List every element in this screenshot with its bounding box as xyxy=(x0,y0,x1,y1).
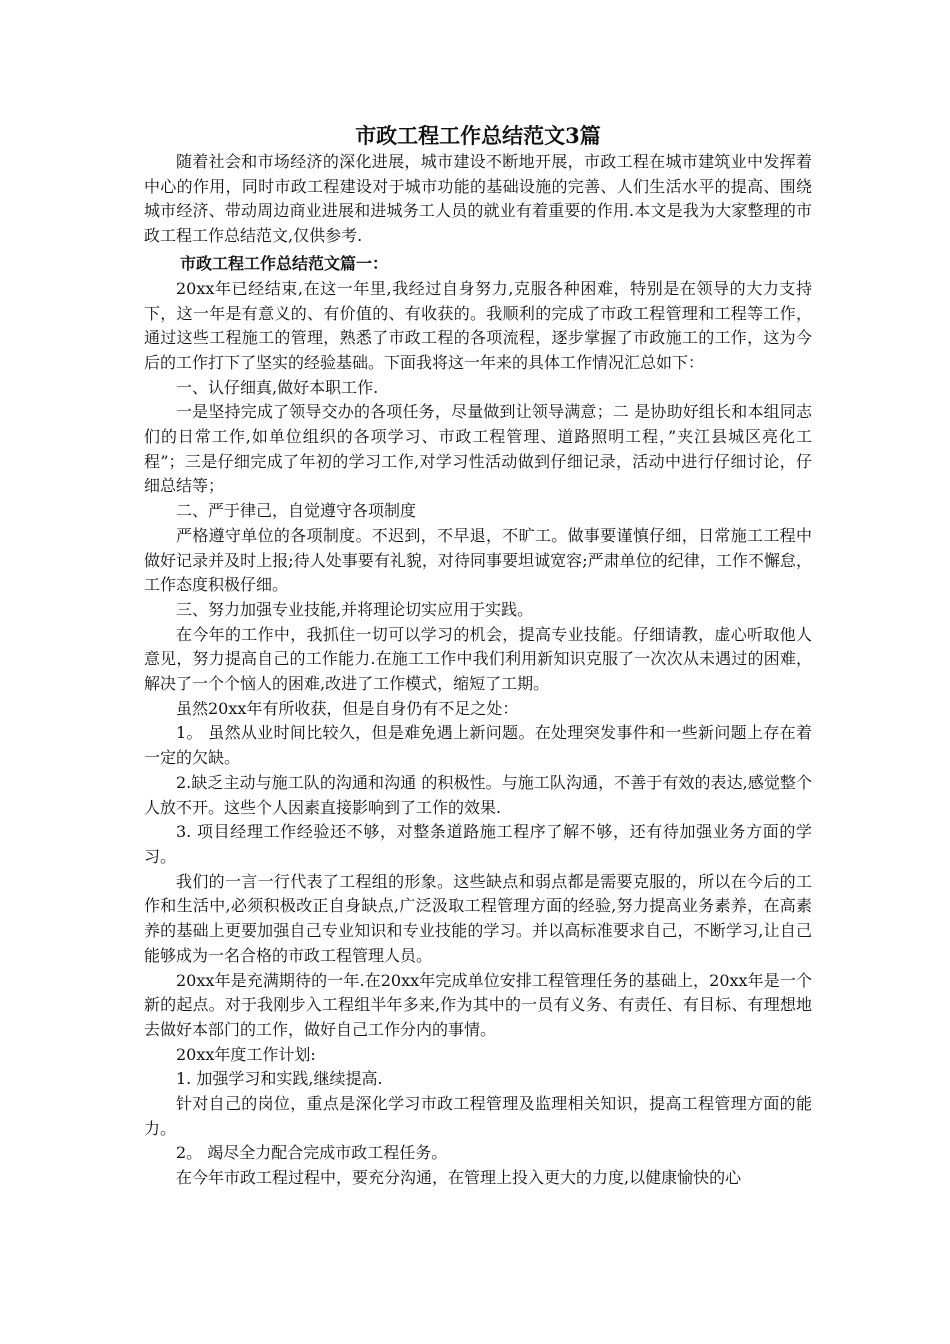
body-paragraph: 一是坚持完成了领导交办的各项任务，尽量做到让领导满意；二 是协助好组长和本组同志们的日常工作,如单位组织的各项学习、市政工程管理、道路照明工程，”夹江县城区亮化工程”；三是仔细完成了年初的学习工作,对学习性活动做到仔细记录，活动中进行仔细讨论，仔细总结等； xyxy=(144,402,812,496)
intro-paragraph: 随着社会和市场经济的深化进展，城市建设不断地开展，市政工程在城市建筑业中发挥着中心的作用，同时市政工程建设对于城市功能的基础设施的完善、人们生活水平的提高、围绕城市经济、带动周边商业进展和进城务工人员的就业有着重要的作用.本文是我为大家整理的市政工程工作总结范文,仅供参考. xyxy=(144,152,812,246)
body-paragraph: 20xx年是充满期待的一年.在20xx年完成单位安排工程管理任务的基础上，20xx年是一个新的起点。对于我刚步入工程组半年多来,作为其中的一员有义务、有责任、有目标、有理想地去做好本部门的工作，做好自己工作分内的事情。 xyxy=(144,970,812,1039)
body-paragraph: 针对自己的岗位，重点是深化学习市政工程管理及监理相关知识，提高工程管理方面的能力。 xyxy=(144,1094,812,1138)
section-heading: 市政工程工作总结范文篇一： xyxy=(180,253,389,273)
list-item: 2。 竭尽全力配合完成市政工程任务。 xyxy=(176,1143,448,1163)
document-page xyxy=(144,122,812,1191)
list-item: 2.缺乏主动与施工队的沟通和沟通 的积极性。与施工队沟通，不善于有效的表达,感觉整个人放不开。这些个人因素直接影响到了工作的效果. xyxy=(144,772,812,817)
body-paragraph: 虽然20xx年有所收获，但是自身仍有不足之处： xyxy=(176,698,519,718)
list-item: 3. 项目经理工作经验还不够，对整条道路施工程序了解不够，还有待加强业务方面的学习。 xyxy=(144,822,812,866)
body-paragraph: 在今年市政工程过程中，要充分沟通，在管理上投入更大的力度,以健康愉快的心 xyxy=(176,1168,742,1188)
body-paragraph: 在今年的工作中，我抓住一切可以学习的机会，提高专业技能。仔细请教，虚心听取他人意见，努力提高自己的工作能力.在施工工作中我们利用新知识克服了一次次从未遇过的困难，解决了一个个恼人的困难,改进了工作模式，缩短了工期。 xyxy=(144,624,812,694)
body-paragraph: 严格遵守单位的各项制度。不迟到，不早退，不旷工。做事要谨慎仔细，日常施工工程中做好记录并及时上报;待人处事要有礼貌，对待同事要坦诚宽容;严肃单位的纪律，工作不懈怠，工作态度积极仔细。 xyxy=(144,525,812,595)
subheading-paragraph: 一、认仔细真,做好本职工作. xyxy=(176,377,379,397)
body-paragraph: 我们的一言一行代表了工程组的形象。这些缺点和弱点都是需要克服的，所以在今后的工作和生活中,必须积极改正自身缺点,广泛汲取工程管理方面的经验,努力提高业务素养，在高素养的基础上更要加强自己专业知识和专业技能的学习。并以高标准要求自己，不断学习,让自己能够成为一名合格的市政工程管理人员。 xyxy=(144,871,812,965)
subheading-paragraph: 三、努力加强专业技能,并将理论切实应用于实践。 xyxy=(176,599,534,619)
plan-heading: 20xx年度工作计划: xyxy=(176,1044,316,1064)
subheading-paragraph: 二、严于律己，自觉遵守各项制度 xyxy=(176,501,417,521)
body-paragraph: 20xx年已经结束,在这一年里,我经过自身努力,克服各种困难，特别是在领导的大力支持下，这一年是有意义的、有价值的、有收获的。我顺利的完成了市政工程管理和工程等工作，通过这些工程施工的管理，熟悉了市政工程的各项流程，逐步掌握了市政施工的工作，这为今后的工作打下了坚实的经验基础。下面我将这一年来的具体工作情况汇总如下： xyxy=(144,278,812,372)
document-title: 市政工程工作总结范文3篇 xyxy=(355,123,601,148)
list-item: 1。 虽然从业时间比较久，但是难免遇上新问题。在处理突发事件和一些新问题上存在着一定的欠缺。 xyxy=(144,723,812,768)
list-item: 1. 加强学习和实践,继续提高. xyxy=(176,1069,383,1089)
